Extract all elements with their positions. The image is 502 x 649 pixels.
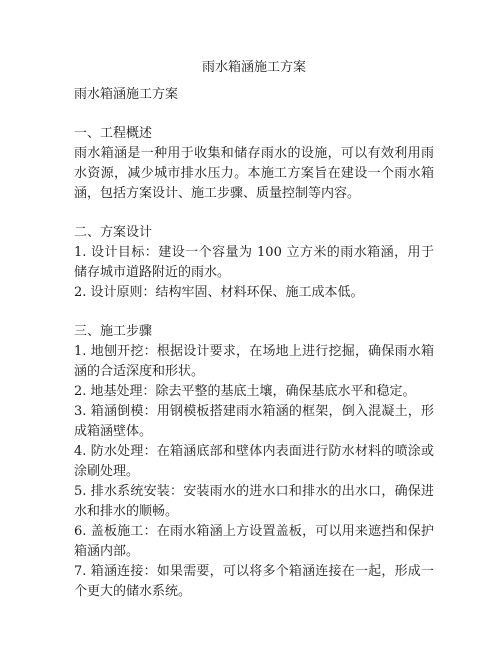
list-item: 6. 盖板施工：在雨水箱涵上方设置盖板，可以用来遮挡和保护箱涵内部。 xyxy=(74,524,434,559)
section-steps xyxy=(74,322,434,602)
list-item: 2. 设计原则：结构牢固、材料环保、施工成本低。 xyxy=(74,285,364,300)
list-item: 1. 设计目标：建设一个容量为 100 立方米的雨水箱涵，用于储存城市道路附近的雨水。 xyxy=(74,245,434,280)
section-heading: 三、施工步骤 xyxy=(74,324,153,339)
list-item: 7. 箱涵连接：如果需要，可以将多个箱涵连接在一起，形成一个更大的储水系统。 xyxy=(74,564,434,599)
list-item: 2. 地基处理：除去平整的基底土壤，确保基底水平和稳定。 xyxy=(74,384,416,399)
section-heading: 一、工程概述 xyxy=(74,126,153,141)
list-item: 3. 箱涵倒模：用钢模板搭建雨水箱涵的框架，倒入混凝土，形成箱涵壁体。 xyxy=(74,404,434,439)
document-title: 雨水箱涵施工方案 xyxy=(201,60,306,75)
document-page xyxy=(74,58,434,602)
document-subtitle: 雨水箱涵施工方案 xyxy=(74,87,179,102)
section-overview xyxy=(74,124,434,204)
section-paragraph: 雨水箱涵是一种用于收集和储存雨水的设施，可以有效利用雨水资源，减少城市排水压力。本施工方案旨在建设一个雨水箱涵，包括方案设计、施工步骤、质量控制等内容。 xyxy=(74,146,434,201)
section-heading: 二、方案设计 xyxy=(74,225,153,240)
list-item: 1. 地刨开挖：根据设计要求，在场地上进行挖掘，确保雨水箱涵的合适深度和形状。 xyxy=(74,344,434,379)
list-item: 4. 防水处理：在箱涵底部和壁体内表面进行防水材料的喷涂或涂刷处理。 xyxy=(74,444,434,479)
list-item: 5. 排水系统安装：安装雨水的进水口和排水的出水口，确保进水和排水的顺畅。 xyxy=(74,484,434,519)
section-design xyxy=(74,223,434,303)
